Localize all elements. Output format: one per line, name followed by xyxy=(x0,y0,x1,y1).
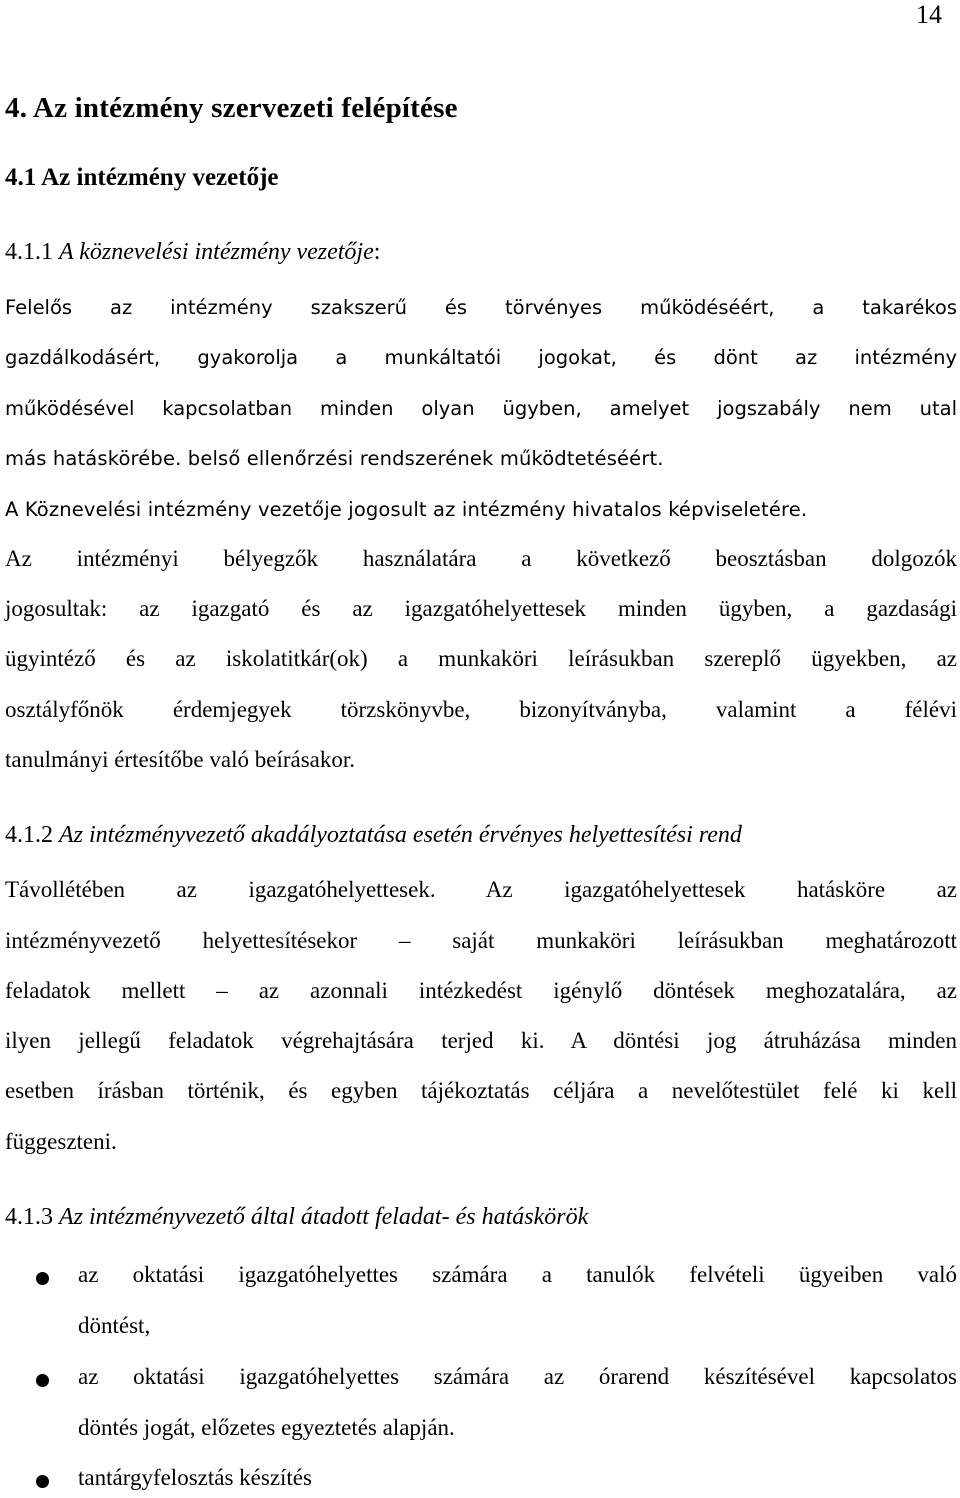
list-item-line: az oktatási igazgatóhelyettes számára a tanulók felvételi ügyeiben való xyxy=(78,1262,957,1287)
paragraph-line: jogosultak: az igazgató és az igazgatóhelyettesek minden ügyben, a gazdasági xyxy=(5,596,957,621)
heading-colon: : xyxy=(373,239,381,265)
page-number: 14 xyxy=(916,0,942,29)
paragraph-line: Az intézményi bélyegzők használatára a következő beosztásban dolgozók xyxy=(5,546,957,571)
paragraph-line: ilyen jellegű feladatok végrehajtására terjed ki. A döntési jog átruházása minden xyxy=(5,1028,957,1053)
paragraph-line: függeszteni. xyxy=(5,1129,117,1154)
list-item-line: az oktatási igazgatóhelyettes számára az órarend készítésével kapcsolatos xyxy=(78,1364,957,1389)
heading-section-4-1-3 xyxy=(5,1204,588,1231)
paragraph-line: gazdálkodásért, gyakorolja a munkáltatói jogokat, és dönt az intézmény xyxy=(5,346,957,369)
paragraph-line: más hatáskörébe. belső ellenőrzési rendszerének működtetéséért. xyxy=(5,447,664,470)
heading-section-4-1: 4.1 Az intézmény vezetője xyxy=(5,164,279,191)
heading-number: 4.1.2 xyxy=(5,822,59,848)
bullet-icon xyxy=(36,1475,49,1488)
heading-section-4-1-1 xyxy=(5,239,380,266)
paragraph-line: esetben írásban történik, és egyben tájékoztatás céljára a nevelőtestület felé ki kell xyxy=(5,1078,957,1103)
heading-section-4: 4. Az intézmény szervezeti felépítése xyxy=(5,92,458,124)
paragraph-line: Felelős az intézmény szakszerű és törvényes működéséért, a takarékos xyxy=(5,296,957,319)
heading-text: Az intézményvezető akadályoztatása esetén érvényes helyettesítési rend xyxy=(59,822,742,848)
heading-section-4-1-2 xyxy=(5,822,742,849)
bullet-icon xyxy=(36,1374,49,1387)
paragraph-line: feladatok mellett – az azonnali intézkedést igénylő döntések meghozatalára, az xyxy=(5,978,957,1003)
heading-text: Az intézményvezető által átadott feladat- és hatáskörök xyxy=(59,1204,589,1230)
list-item-line: döntés jogát, előzetes egyeztetés alapján. xyxy=(78,1415,455,1440)
list-item-line: döntést, xyxy=(78,1313,151,1338)
heading-number: 4.1.3 xyxy=(5,1204,59,1230)
list-item-line: tantárgyfelosztás készítés xyxy=(78,1465,312,1490)
paragraph-line: Távollétében az igazgatóhelyettesek. Az igazgatóhelyettesek hatásköre az xyxy=(5,877,957,902)
paragraph-line: működésével kapcsolatban minden olyan ügyben, amelyet jogszabály nem utal xyxy=(5,397,957,420)
paragraph-line: tanulmányi értesítőbe való beírásakor. xyxy=(5,747,355,772)
paragraph-line: ügyintéző és az iskolatitkár(ok) a munkaköri leírásukban szereplő ügyekben, az xyxy=(5,646,957,671)
paragraph-line: A Köznevelési intézmény vezetője jogosult az intézmény hivatalos képviseletére. xyxy=(5,498,808,521)
heading-text: A köznevelési intézmény vezetője xyxy=(59,239,374,265)
heading-number: 4.1.1 xyxy=(5,239,59,265)
paragraph-line: intézményvezető helyettesítésekor – saját munkaköri leírásukban meghatározott xyxy=(5,928,957,953)
paragraph-line: osztályfőnök érdemjegyek törzskönyvbe, bizonyítványba, valamint a félévi xyxy=(5,697,957,722)
bullet-icon xyxy=(36,1272,49,1285)
